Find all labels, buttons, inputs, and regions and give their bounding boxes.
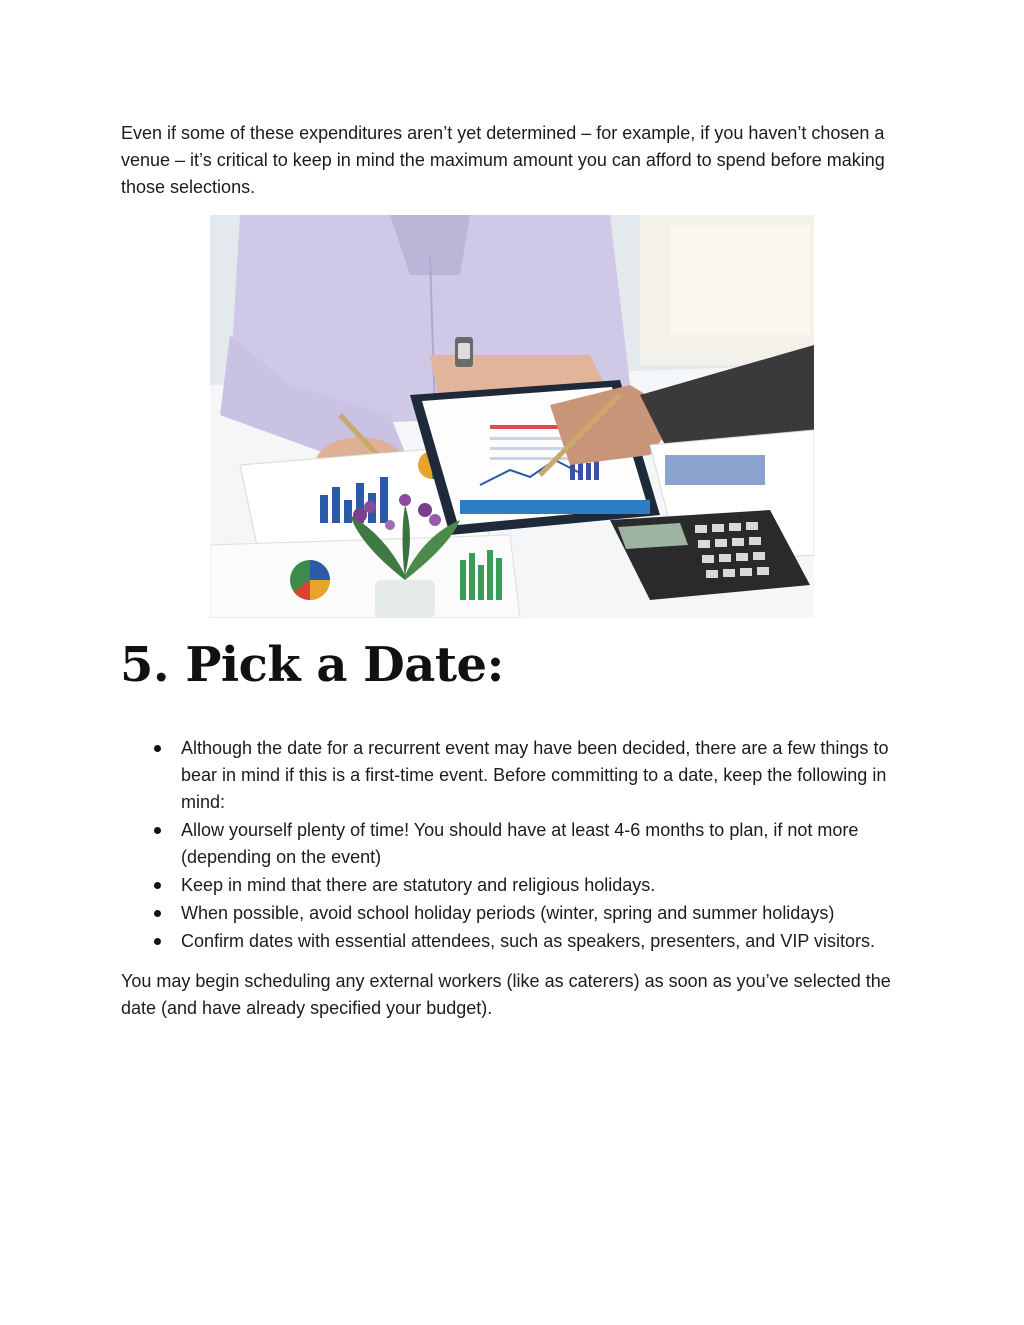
bullet-icon [154, 827, 161, 834]
bullet-list [121, 735, 921, 956]
list-item-text: Allow yourself plenty of time! You should have at least 4-6 months to plan, if not more (depending on the event) [181, 820, 859, 867]
section-heading: 5. Pick a Date: [120, 637, 504, 693]
list-item [121, 817, 921, 871]
list-item [121, 872, 921, 899]
bullet-icon [154, 938, 161, 945]
list-item-text: Although the date for a recurrent event may have been decided, there are a few things to bear in mind if this is a first-time event. Before committing to a date, keep the following in mind: [181, 738, 889, 812]
list-item-text: Keep in mind that there are statutory and religious holidays. [181, 875, 656, 895]
outro-paragraph: You may begin scheduling any external workers (like as caterers) as soon as you’ve selected the date (and have already specified your budget). [121, 971, 891, 1018]
bullet-icon [154, 910, 161, 917]
list-item [121, 735, 921, 816]
list-item [121, 928, 921, 955]
bullet-icon [154, 882, 161, 889]
bullet-icon [154, 745, 161, 752]
list-item-text: Confirm dates with essential attendees, such as speakers, presenters, and VIP visitors. [181, 931, 876, 951]
list-item-text: When possible, avoid school holiday periods (winter, spring and summer holidays) [181, 903, 835, 923]
intro-paragraph: Even if some of these expenditures aren’t yet determined – for example, if you haven’t chosen a venue – it’s critical to keep in mind the maximum amount you can afford to spend before making those selections. [121, 123, 885, 197]
list-item [121, 900, 921, 927]
business-planning-photo [210, 215, 814, 618]
